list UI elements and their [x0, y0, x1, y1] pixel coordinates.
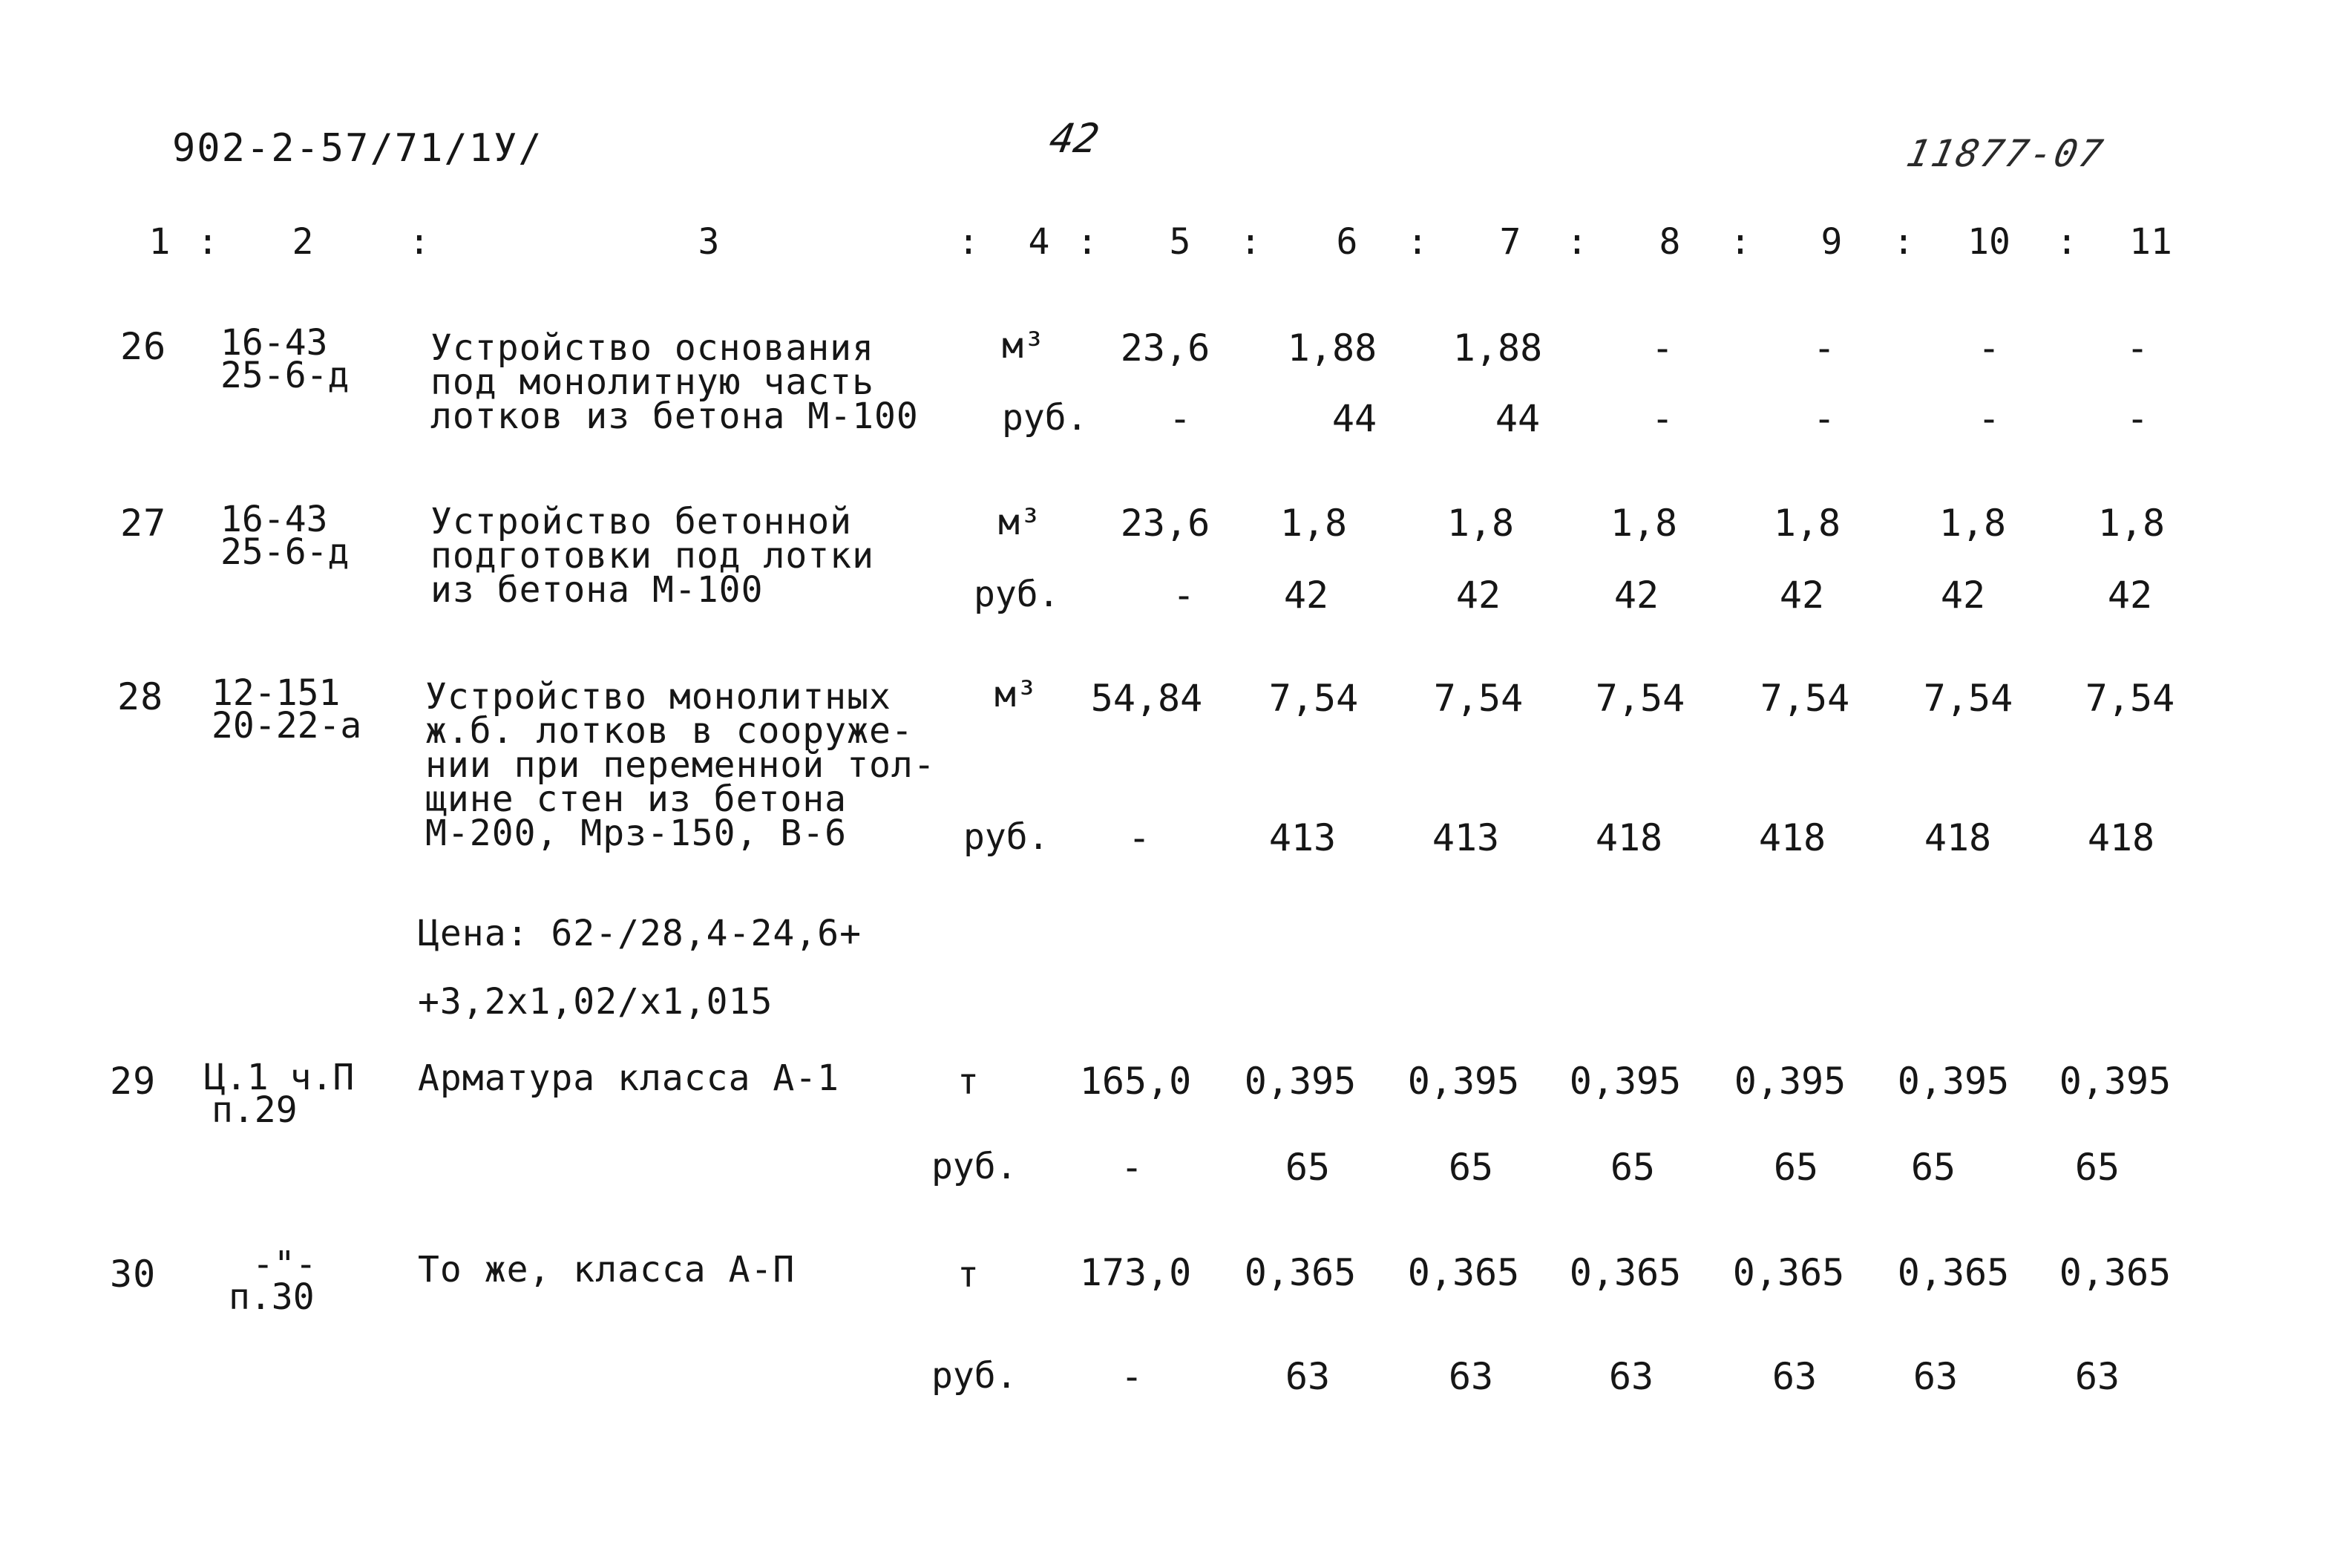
- unit-physical: м³: [1002, 325, 1045, 367]
- column-header-6: 6: [1336, 221, 1358, 263]
- value-cell: 0,365: [2059, 1251, 2172, 1294]
- quantity-cost: -: [1120, 1355, 1144, 1398]
- work-description: То же, класса А-П: [418, 1249, 796, 1290]
- column-separator: :: [1729, 221, 1751, 263]
- value-cell: 0,395: [1244, 1060, 1357, 1103]
- cost-cell: 63: [1913, 1355, 1959, 1398]
- value-cell: 0,365: [1732, 1251, 1845, 1294]
- column-separator: :: [1076, 221, 1098, 263]
- cost-cell: 42: [1455, 574, 1501, 617]
- column-header-11: 11: [2129, 221, 2172, 263]
- unit-physical: м³: [998, 502, 1041, 543]
- value-cell: 7,54: [1433, 677, 1524, 720]
- value-cell: 0,395: [1734, 1060, 1846, 1103]
- unit-cost: руб.: [1002, 397, 1088, 439]
- cost-cell: 413: [1268, 816, 1337, 859]
- row-number: 28: [117, 675, 164, 718]
- cost-cell: 65: [1910, 1146, 1956, 1189]
- column-separator: :: [1892, 221, 1915, 263]
- work-description: Арматура класса А-1: [418, 1057, 840, 1099]
- cost-cell: 65: [1448, 1146, 1494, 1189]
- value-cell: 1,8: [1773, 502, 1841, 545]
- quantity-cost: -: [1168, 397, 1192, 440]
- norm-code: 16-43 25-6-д: [220, 499, 350, 573]
- cost-cell: 42: [1779, 574, 1825, 617]
- unit-cost: руб.: [931, 1355, 1017, 1397]
- value-cell: -: [1651, 327, 1674, 370]
- unit-physical: т: [957, 1061, 979, 1103]
- unit-cost: руб.: [931, 1146, 1017, 1187]
- column-separator: :: [408, 221, 430, 263]
- column-header-4: 4: [1028, 221, 1050, 263]
- value-cell: 0,365: [1897, 1251, 2010, 1294]
- cost-cell: 418: [1595, 816, 1663, 859]
- column-header-10: 10: [1967, 221, 2010, 263]
- norm-code: -"- п.30: [229, 1244, 317, 1318]
- unit-physical: т: [957, 1254, 979, 1296]
- cost-cell: 418: [2087, 816, 2155, 859]
- cost-cell: 44: [1331, 397, 1377, 440]
- column-separator: :: [1566, 221, 1588, 263]
- column-separator: :: [197, 221, 219, 263]
- column-header-2: 2: [292, 221, 314, 263]
- work-description: Устройство монолитных ж.б. лотков в сооруже- нии при переменной тол- щине стен из бетона М-200, Мрз-150, В-6: [425, 676, 936, 854]
- value-cell: -: [1812, 327, 1836, 370]
- value-cell: 7,54: [1923, 677, 2013, 720]
- value-cell: 7,54: [2085, 677, 2175, 720]
- page-number: 42: [1046, 115, 1103, 162]
- column-header-1: 1: [148, 221, 171, 263]
- price-note: Цена: 62-/28,4-24,6+ +3,2х1,02/х1,015: [418, 913, 862, 1023]
- value-cell: 7,54: [1268, 677, 1359, 720]
- cost-cell: 63: [1448, 1355, 1494, 1398]
- cost-cell: 63: [1772, 1355, 1818, 1398]
- value-cell: 0,395: [1897, 1060, 2010, 1103]
- value-cell: 1,8: [2097, 502, 2166, 545]
- cost-cell: 63: [2074, 1355, 2120, 1398]
- cost-cell: 63: [1285, 1355, 1331, 1398]
- value-cell: 7,54: [1760, 677, 1850, 720]
- cost-cell: -: [2126, 397, 2149, 440]
- quantity-value: 165,0: [1079, 1060, 1192, 1103]
- value-cell: 0,365: [1244, 1251, 1357, 1294]
- column-header-8: 8: [1659, 221, 1681, 263]
- column-separator: :: [1239, 221, 1262, 263]
- value-cell: -: [1977, 327, 2001, 370]
- quantity-cost: -: [1127, 816, 1151, 859]
- value-cell: -: [2126, 327, 2149, 370]
- value-cell: 1,8: [1279, 502, 1348, 545]
- quantity-value: 23,6: [1120, 327, 1210, 370]
- cost-cell: -: [1977, 397, 2001, 440]
- value-cell: 0,365: [1407, 1251, 1520, 1294]
- cost-cell: 65: [2074, 1146, 2120, 1189]
- norm-code: 12-151 20-22-а: [212, 672, 362, 747]
- value-cell: 1,8: [1446, 502, 1515, 545]
- column-header-5: 5: [1169, 221, 1191, 263]
- unit-cost: руб.: [963, 816, 1049, 858]
- unit-cost: руб.: [974, 574, 1060, 615]
- cost-cell: 44: [1495, 397, 1541, 440]
- row-number: 30: [110, 1253, 157, 1296]
- column-header-9: 9: [1820, 221, 1843, 263]
- column-separator: :: [1406, 221, 1429, 263]
- quantity-value: 54,84: [1090, 677, 1203, 720]
- row-number: 26: [120, 325, 167, 368]
- value-cell: 1,88: [1287, 327, 1377, 370]
- cost-cell: -: [1651, 397, 1674, 440]
- value-cell: 1,8: [1610, 502, 1678, 545]
- cost-cell: 418: [1758, 816, 1826, 859]
- column-separator: :: [957, 221, 980, 263]
- value-cell: 1,8: [1938, 502, 2007, 545]
- value-cell: 0,395: [1407, 1060, 1520, 1103]
- value-cell: 0,365: [1569, 1251, 1682, 1294]
- row-number: 27: [120, 502, 167, 545]
- quantity-value: 23,6: [1120, 502, 1210, 545]
- quantity-cost: -: [1172, 574, 1196, 617]
- value-cell: 1,88: [1452, 327, 1543, 370]
- quantity-value: 173,0: [1079, 1251, 1192, 1294]
- cost-cell: 42: [1283, 574, 1329, 617]
- cost-cell: 65: [1610, 1146, 1656, 1189]
- value-cell: 0,395: [1569, 1060, 1682, 1103]
- quantity-cost: -: [1120, 1146, 1144, 1189]
- row-number: 29: [110, 1060, 157, 1103]
- value-cell: 0,395: [2059, 1060, 2172, 1103]
- column-header-7: 7: [1499, 221, 1521, 263]
- cost-cell: 42: [2107, 574, 2153, 617]
- norm-code: 16-43 25-6-д: [220, 322, 350, 396]
- work-description: Устройство основания под монолитную часть лотков из бетона М-100: [430, 327, 919, 437]
- cost-cell: 42: [1613, 574, 1659, 617]
- cost-cell: 418: [1924, 816, 1992, 859]
- cost-cell: -: [1812, 397, 1836, 440]
- cost-cell: 63: [1608, 1355, 1654, 1398]
- cost-cell: 413: [1432, 816, 1500, 859]
- unit-physical: м³: [994, 674, 1038, 715]
- column-separator: :: [2056, 221, 2078, 263]
- document-code: 902-2-57/71/1У/: [172, 126, 543, 171]
- cost-cell: 65: [1285, 1146, 1331, 1189]
- archive-number: 11877-07: [1902, 132, 2108, 175]
- work-description: Устройство бетонной подготовки под лотки из бетона М-100: [430, 501, 874, 611]
- value-cell: 7,54: [1595, 677, 1685, 720]
- column-header-3: 3: [698, 221, 720, 263]
- cost-cell: 42: [1940, 574, 1986, 617]
- cost-cell: 65: [1773, 1146, 1819, 1189]
- norm-code: Ц.1 ч.П п.29: [204, 1057, 355, 1131]
